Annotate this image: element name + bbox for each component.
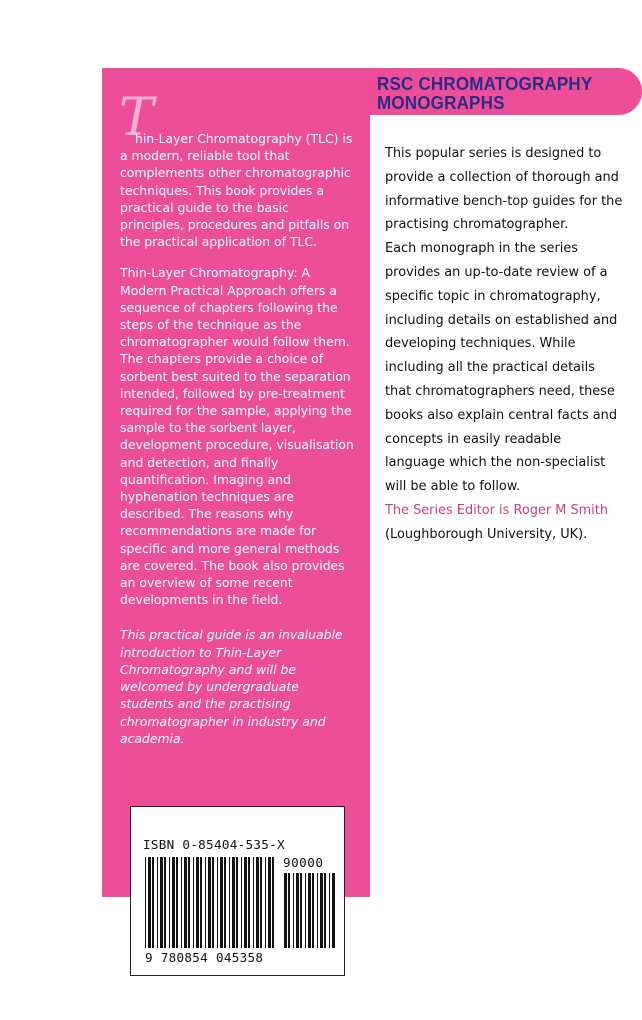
barcode-bar <box>265 857 266 948</box>
drop-cap-letter: T <box>119 88 154 148</box>
barcode-bar <box>332 873 335 948</box>
barcode-bar <box>253 857 254 948</box>
series-title-line1: RSC CHROMATOGRAPHY <box>377 73 593 94</box>
barcode-bar <box>145 857 146 948</box>
series-detail: Each monograph in the series provides an up-to-date review of a specific topic in chromatography, including details on established and developing techniques. While including all the practical details that chromatographers need, these books also explain central facts and concepts in easily readable language which the non-specialist will be able to follow. <box>385 241 618 495</box>
series-intro: This popular series is designed to provide a collection of thorough and informative bench-top guides for the practising chromatographer. <box>385 146 623 233</box>
barcode-bar <box>272 857 274 948</box>
barcode-bar <box>148 857 151 948</box>
barcode-bar <box>205 857 206 948</box>
barcode-bar <box>232 857 235 948</box>
barcode-bar <box>305 873 306 948</box>
barcode-bar <box>160 857 163 948</box>
barcode-bar <box>324 873 326 948</box>
barcode-bar <box>200 857 202 948</box>
barcode-bar <box>229 857 230 948</box>
intro-first-line: hin-Layer Chromatography (TLC) <box>135 131 339 146</box>
price-addon-bars <box>284 873 335 948</box>
barcode-bar <box>188 857 190 948</box>
description-body: Thin-Layer Chromatography: A Modern Practical Approach offers a sequence of chapters following the steps of the technique as the chromatographer would follow them. The chapters provide a choice of sorbent best suited to the separation intended, followed by pre-treatment required for the sample, applying the sample to the sorbent layer, development procedure, visualisation and detection, and finally quantification. Imaging and hyphenation techniques are described. The reasons why recommendations are made for specific and more general methods are covered. The book also provides an overview of some recent developments in the field. <box>120 265 354 608</box>
price-code-text: 90000 <box>283 855 324 870</box>
barcode-bar <box>217 857 218 948</box>
barcode-bar <box>212 857 214 948</box>
description-summary: This practical guide is an invaluable introduction to Thin-Layer Chromatography and will be welcomed by undergraduate students and the practising chromatographer in industry and academia. <box>120 627 343 746</box>
barcode-bar <box>220 857 223 948</box>
barcode-bar <box>296 873 299 948</box>
barcode-bar <box>260 857 262 948</box>
barcode-panel <box>130 806 345 976</box>
barcode-bar <box>181 857 182 948</box>
series-description <box>385 142 625 547</box>
barcode-bar <box>329 873 330 948</box>
barcode-bar <box>244 857 247 948</box>
barcode-bar <box>176 857 178 948</box>
ean-barcode-bars <box>145 857 274 948</box>
book-description <box>120 130 356 747</box>
barcode-bar <box>172 857 175 948</box>
barcode-bar <box>312 873 314 948</box>
barcode-bar <box>152 857 154 948</box>
barcode-bar <box>256 857 259 948</box>
series-title-line2: MONOGRAPHS <box>377 92 505 113</box>
ean-number-text: 9 780854 045358 <box>145 950 264 965</box>
barcode-bar <box>164 857 166 948</box>
series-title <box>377 74 616 112</box>
barcode-bar <box>317 873 318 948</box>
barcode-bar <box>268 857 271 948</box>
barcode-bar <box>184 857 187 948</box>
barcode-bar <box>248 857 250 948</box>
isbn-text: ISBN 0-85404-535-X <box>143 837 285 852</box>
barcode-bar <box>300 873 302 948</box>
barcode-bar <box>157 857 158 948</box>
barcode-bar <box>288 873 290 948</box>
barcode-bar <box>224 857 226 948</box>
barcode-bar <box>241 857 242 948</box>
barcode-bar <box>169 857 170 948</box>
barcode-bar <box>308 873 311 948</box>
series-editor: The Series Editor is Roger M Smith <box>385 502 608 518</box>
barcode-bar <box>193 857 194 948</box>
description-intro <box>120 130 356 250</box>
barcode-bar <box>320 873 323 948</box>
barcode-bar <box>284 873 287 948</box>
barcode-bar <box>208 857 211 948</box>
barcode-bar <box>196 857 199 948</box>
barcode-bar <box>293 873 294 948</box>
barcode-bar <box>236 857 238 948</box>
intro-rest: is a modern, reliable tool that complements other chromatographic techniques. This book provides a practical guide to the basic principles, procedures and pitfalls on the practical application of TLC. <box>120 131 353 250</box>
editor-affiliation: (Loughborough University, UK). <box>385 526 588 542</box>
